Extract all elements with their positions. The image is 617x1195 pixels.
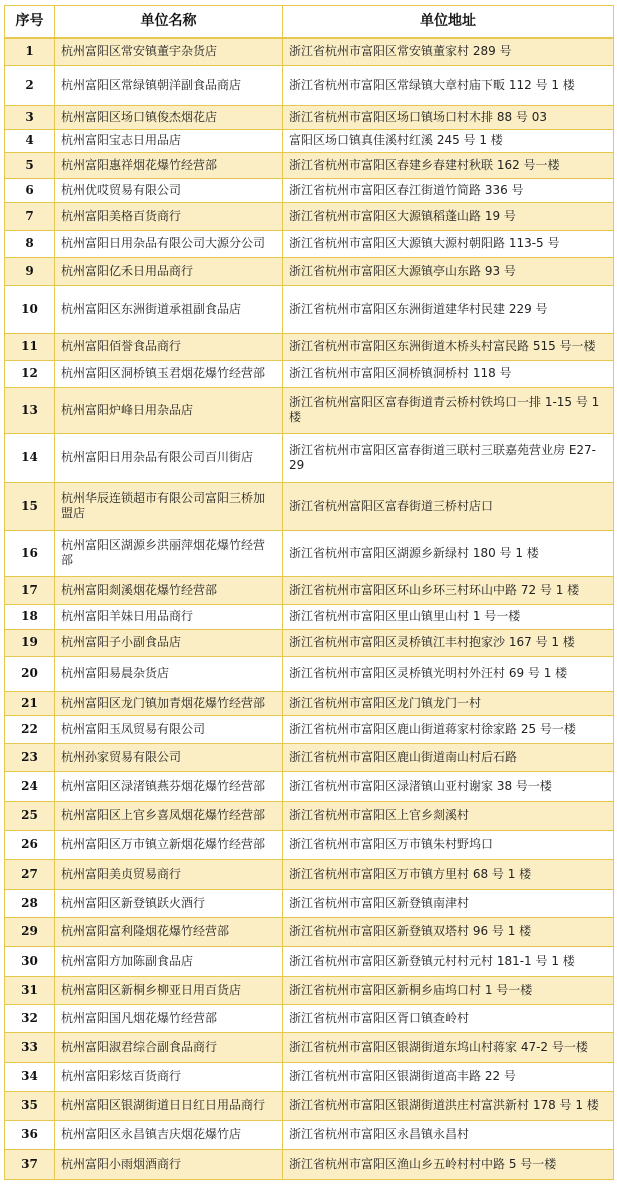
unit-name-cell: 杭州富阳易晨杂货店 bbox=[55, 656, 283, 691]
unit-address-cell: 浙江省杭州市富阳区胥口镇查岭村 bbox=[283, 1004, 614, 1032]
table-row bbox=[5, 433, 614, 482]
table-row bbox=[5, 1091, 614, 1120]
unit-address-cell: 浙江省杭州市富阳区万市镇方里村 68 号 1 楼 bbox=[283, 859, 614, 889]
serial-number-cell: 28 bbox=[5, 889, 55, 917]
unit-name-cell: 杭州华辰连锁超市有限公司富阳三桥加盟店 bbox=[55, 482, 283, 530]
table-row bbox=[5, 65, 614, 105]
unit-address-cell: 浙江省杭州市富阳区渌渚镇山亚村谢家 38 号一楼 bbox=[283, 771, 614, 801]
table-body bbox=[5, 38, 614, 1179]
unit-address-cell: 富阳区场口镇真佳溪村红溪 245 号 1 楼 bbox=[283, 129, 614, 152]
table-row bbox=[5, 691, 614, 715]
serial-number-cell: 2 bbox=[5, 65, 55, 105]
table-row bbox=[5, 1062, 614, 1091]
unit-address-cell: 浙江省杭州市富阳区新桐乡庙坞口村 1 号一楼 bbox=[283, 976, 614, 1004]
serial-number-cell: 35 bbox=[5, 1091, 55, 1120]
serial-number-cell: 13 bbox=[5, 387, 55, 433]
table-row bbox=[5, 976, 614, 1004]
unit-name-cell: 杭州富阳美格百货商行 bbox=[55, 202, 283, 230]
unit-address-cell: 浙江省杭州市富阳区银湖街道洪庄村富洪新村 178 号 1 楼 bbox=[283, 1091, 614, 1120]
unit-address-cell: 浙江省杭州市富阳区东洲街道木桥头村富民路 515 号一楼 bbox=[283, 333, 614, 360]
unit-name-cell: 杭州富阳日用杂品有限公司大源分公司 bbox=[55, 230, 283, 257]
table-row bbox=[5, 482, 614, 530]
unit-address-cell: 浙江省杭州市富阳区永昌镇永昌村 bbox=[283, 1120, 614, 1149]
unit-address-cell: 浙江省杭州市富阳区春建乡春建村秋联 162 号一楼 bbox=[283, 152, 614, 178]
unit-name-cell: 杭州富阳宝志日用品店 bbox=[55, 129, 283, 152]
table-row bbox=[5, 743, 614, 771]
serial-number-cell: 29 bbox=[5, 917, 55, 946]
serial-number-cell: 34 bbox=[5, 1062, 55, 1091]
unit-address-cell: 浙江省杭州市富阳区湖源乡新绿村 180 号 1 楼 bbox=[283, 530, 614, 576]
unit-name-cell: 杭州优哎贸易有限公司 bbox=[55, 178, 283, 202]
table-row bbox=[5, 656, 614, 691]
unit-name-cell: 杭州富阳区湖源乡洪丽萍烟花爆竹经营部 bbox=[55, 530, 283, 576]
table-row bbox=[5, 771, 614, 801]
serial-number-cell: 31 bbox=[5, 976, 55, 1004]
serial-number-cell: 14 bbox=[5, 433, 55, 482]
table-row bbox=[5, 946, 614, 976]
unit-address-cell: 浙江省杭州市富阳区新登镇南津村 bbox=[283, 889, 614, 917]
table-row bbox=[5, 105, 614, 129]
table-row bbox=[5, 859, 614, 889]
unit-address-cell: 浙江省杭州市富阳区常安镇董家村 289 号 bbox=[283, 38, 614, 65]
header-serial-number: 序号 bbox=[5, 6, 55, 39]
unit-name-cell: 杭州富阳日用杂品有限公司百川街店 bbox=[55, 433, 283, 482]
unit-address-cell: 浙江省杭州市富阳区大源镇稻蓬山路 19 号 bbox=[283, 202, 614, 230]
table-row bbox=[5, 1004, 614, 1032]
unit-address-cell: 浙江省杭州市富阳区常绿镇大章村庙下畈 112 号 1 楼 bbox=[283, 65, 614, 105]
serial-number-cell: 25 bbox=[5, 801, 55, 830]
table-row bbox=[5, 360, 614, 387]
unit-address-cell: 浙江省杭州市富阳区东洲街道建华村民建 229 号 bbox=[283, 285, 614, 333]
unit-address-cell: 浙江省杭州市富阳区银湖街道高丰路 22 号 bbox=[283, 1062, 614, 1091]
table-row bbox=[5, 917, 614, 946]
unit-name-cell: 杭州富阳玉凤贸易有限公司 bbox=[55, 715, 283, 743]
unit-address-cell: 浙江省杭州市富阳区大源镇大源村朝阳路 113-5 号 bbox=[283, 230, 614, 257]
table-row bbox=[5, 1149, 614, 1179]
unit-name-cell: 杭州富阳方加陈副食品店 bbox=[55, 946, 283, 976]
serial-number-cell: 24 bbox=[5, 771, 55, 801]
unit-address-cell: 浙江省杭州市富阳区灵桥镇江丰村抱家沙 167 号 1 楼 bbox=[283, 629, 614, 656]
unit-address-cell: 浙江省杭州富阳区富春街道青云桥村铁坞口一排 1-15 号 1 楼 bbox=[283, 387, 614, 433]
unit-name-cell: 杭州富阳美贞贸易商行 bbox=[55, 859, 283, 889]
serial-number-cell: 27 bbox=[5, 859, 55, 889]
serial-number-cell: 33 bbox=[5, 1032, 55, 1062]
serial-number-cell: 9 bbox=[5, 257, 55, 285]
serial-number-cell: 26 bbox=[5, 830, 55, 859]
table-row bbox=[5, 715, 614, 743]
unit-name-cell: 杭州富阳区洞桥镇玉君烟花爆竹经营部 bbox=[55, 360, 283, 387]
store-list-table bbox=[4, 5, 614, 1180]
table-row bbox=[5, 830, 614, 859]
unit-address-cell: 浙江省杭州市富阳区场口镇场口村木排 88 号 03 bbox=[283, 105, 614, 129]
unit-name-cell: 杭州富阳亿禾日用品商行 bbox=[55, 257, 283, 285]
serial-number-cell: 19 bbox=[5, 629, 55, 656]
unit-name-cell: 杭州富阳区上官乡喜凤烟花爆竹经营部 bbox=[55, 801, 283, 830]
unit-name-cell: 杭州富阳区永昌镇吉庆烟花爆竹店 bbox=[55, 1120, 283, 1149]
table-row bbox=[5, 889, 614, 917]
table-row bbox=[5, 257, 614, 285]
unit-name-cell: 杭州富阳国凡烟花爆竹经营部 bbox=[55, 1004, 283, 1032]
serial-number-cell: 7 bbox=[5, 202, 55, 230]
serial-number-cell: 21 bbox=[5, 691, 55, 715]
table-row bbox=[5, 1120, 614, 1149]
unit-address-cell: 浙江省杭州市富阳区春江街道竹简路 336 号 bbox=[283, 178, 614, 202]
unit-name-cell: 杭州富阳剡溪烟花爆竹经营部 bbox=[55, 576, 283, 604]
unit-address-cell: 浙江省杭州市富阳区万市镇朱村野坞口 bbox=[283, 830, 614, 859]
table-row bbox=[5, 285, 614, 333]
serial-number-cell: 22 bbox=[5, 715, 55, 743]
unit-address-cell: 浙江省杭州市富阳区环山乡环三村环山中路 72 号 1 楼 bbox=[283, 576, 614, 604]
table-row bbox=[5, 530, 614, 576]
table-header-row bbox=[5, 6, 614, 39]
unit-address-cell: 浙江省杭州市富阳区鹿山街道蒋家村徐家路 25 号一楼 bbox=[283, 715, 614, 743]
unit-name-cell: 杭州富阳炉峰日用杂品店 bbox=[55, 387, 283, 433]
table-row bbox=[5, 38, 614, 65]
unit-address-cell: 浙江省杭州市富阳区鹿山街道南山村后石路 bbox=[283, 743, 614, 771]
unit-name-cell: 杭州富阳小雨烟酒商行 bbox=[55, 1149, 283, 1179]
table-row bbox=[5, 604, 614, 629]
serial-number-cell: 1 bbox=[5, 38, 55, 65]
unit-name-cell: 杭州富阳区银湖街道日日红日用品商行 bbox=[55, 1091, 283, 1120]
unit-address-cell: 浙江省杭州富阳区富春街道三桥村店口 bbox=[283, 482, 614, 530]
serial-number-cell: 4 bbox=[5, 129, 55, 152]
serial-number-cell: 17 bbox=[5, 576, 55, 604]
unit-name-cell: 杭州富阳淑君综合副食品商行 bbox=[55, 1032, 283, 1062]
table-row bbox=[5, 202, 614, 230]
unit-name-cell: 杭州富阳区场口镇俊杰烟花店 bbox=[55, 105, 283, 129]
table-row bbox=[5, 1032, 614, 1062]
table-row bbox=[5, 178, 614, 202]
header-unit-name: 单位名称 bbox=[55, 6, 283, 39]
unit-name-cell: 杭州富阳区新登镇跃火酒行 bbox=[55, 889, 283, 917]
unit-name-cell: 杭州富阳区常绿镇朝洋副食品商店 bbox=[55, 65, 283, 105]
unit-name-cell: 杭州富阳惠祥烟花爆竹经营部 bbox=[55, 152, 283, 178]
serial-number-cell: 18 bbox=[5, 604, 55, 629]
unit-name-cell: 杭州富阳区渌渚镇燕芬烟花爆竹经营部 bbox=[55, 771, 283, 801]
unit-address-cell: 浙江省杭州市富阳区上官乡剡溪村 bbox=[283, 801, 614, 830]
unit-name-cell: 杭州富阳区东洲街道承祖副食品店 bbox=[55, 285, 283, 333]
unit-name-cell: 杭州富阳区万市镇立新烟花爆竹经营部 bbox=[55, 830, 283, 859]
unit-address-cell: 浙江省杭州市富阳区大源镇亭山东路 93 号 bbox=[283, 257, 614, 285]
unit-name-cell: 杭州富阳子小副食品店 bbox=[55, 629, 283, 656]
unit-address-cell: 浙江省杭州市富阳区富春街道三联村三联嘉苑营业房 E27-29 bbox=[283, 433, 614, 482]
serial-number-cell: 8 bbox=[5, 230, 55, 257]
unit-name-cell: 杭州富阳区新桐乡柳亚日用百货店 bbox=[55, 976, 283, 1004]
table-row bbox=[5, 129, 614, 152]
serial-number-cell: 15 bbox=[5, 482, 55, 530]
unit-address-cell: 浙江省杭州市富阳区渔山乡五岭村村中路 5 号一楼 bbox=[283, 1149, 614, 1179]
table-row bbox=[5, 629, 614, 656]
table-row bbox=[5, 576, 614, 604]
unit-address-cell: 浙江省杭州市富阳区银湖街道东坞山村蒋家 47-2 号一楼 bbox=[283, 1032, 614, 1062]
unit-address-cell: 浙江省杭州市富阳区新登镇元村村元村 181-1 号 1 楼 bbox=[283, 946, 614, 976]
unit-name-cell: 杭州富阳佰誉食品商行 bbox=[55, 333, 283, 360]
header-unit-address: 单位地址 bbox=[283, 6, 614, 39]
serial-number-cell: 16 bbox=[5, 530, 55, 576]
serial-number-cell: 23 bbox=[5, 743, 55, 771]
unit-name-cell: 杭州富阳彩炫百货商行 bbox=[55, 1062, 283, 1091]
unit-address-cell: 浙江省杭州市富阳区新登镇双塔村 96 号 1 楼 bbox=[283, 917, 614, 946]
serial-number-cell: 12 bbox=[5, 360, 55, 387]
unit-name-cell: 杭州富阳富利隆烟花爆竹经营部 bbox=[55, 917, 283, 946]
table-row bbox=[5, 230, 614, 257]
table-row bbox=[5, 333, 614, 360]
serial-number-cell: 20 bbox=[5, 656, 55, 691]
unit-name-cell: 杭州孙家贸易有限公司 bbox=[55, 743, 283, 771]
serial-number-cell: 30 bbox=[5, 946, 55, 976]
table-row bbox=[5, 152, 614, 178]
serial-number-cell: 5 bbox=[5, 152, 55, 178]
serial-number-cell: 32 bbox=[5, 1004, 55, 1032]
serial-number-cell: 36 bbox=[5, 1120, 55, 1149]
unit-name-cell: 杭州富阳区龙门镇加青烟花爆竹经营部 bbox=[55, 691, 283, 715]
table-row bbox=[5, 801, 614, 830]
unit-name-cell: 杭州富阳区常安镇董宇杂货店 bbox=[55, 38, 283, 65]
unit-name-cell: 杭州富阳羊妹日用品商行 bbox=[55, 604, 283, 629]
serial-number-cell: 37 bbox=[5, 1149, 55, 1179]
serial-number-cell: 6 bbox=[5, 178, 55, 202]
unit-address-cell: 浙江省杭州市富阳区灵桥镇光明村外汪村 69 号 1 楼 bbox=[283, 656, 614, 691]
serial-number-cell: 3 bbox=[5, 105, 55, 129]
serial-number-cell: 10 bbox=[5, 285, 55, 333]
table-row bbox=[5, 387, 614, 433]
unit-address-cell: 浙江省杭州市富阳区里山镇里山村 1 号一楼 bbox=[283, 604, 614, 629]
serial-number-cell: 11 bbox=[5, 333, 55, 360]
unit-address-cell: 浙江省杭州市富阳区龙门镇龙门一村 bbox=[283, 691, 614, 715]
unit-address-cell: 浙江省杭州市富阳区洞桥镇洞桥村 118 号 bbox=[283, 360, 614, 387]
